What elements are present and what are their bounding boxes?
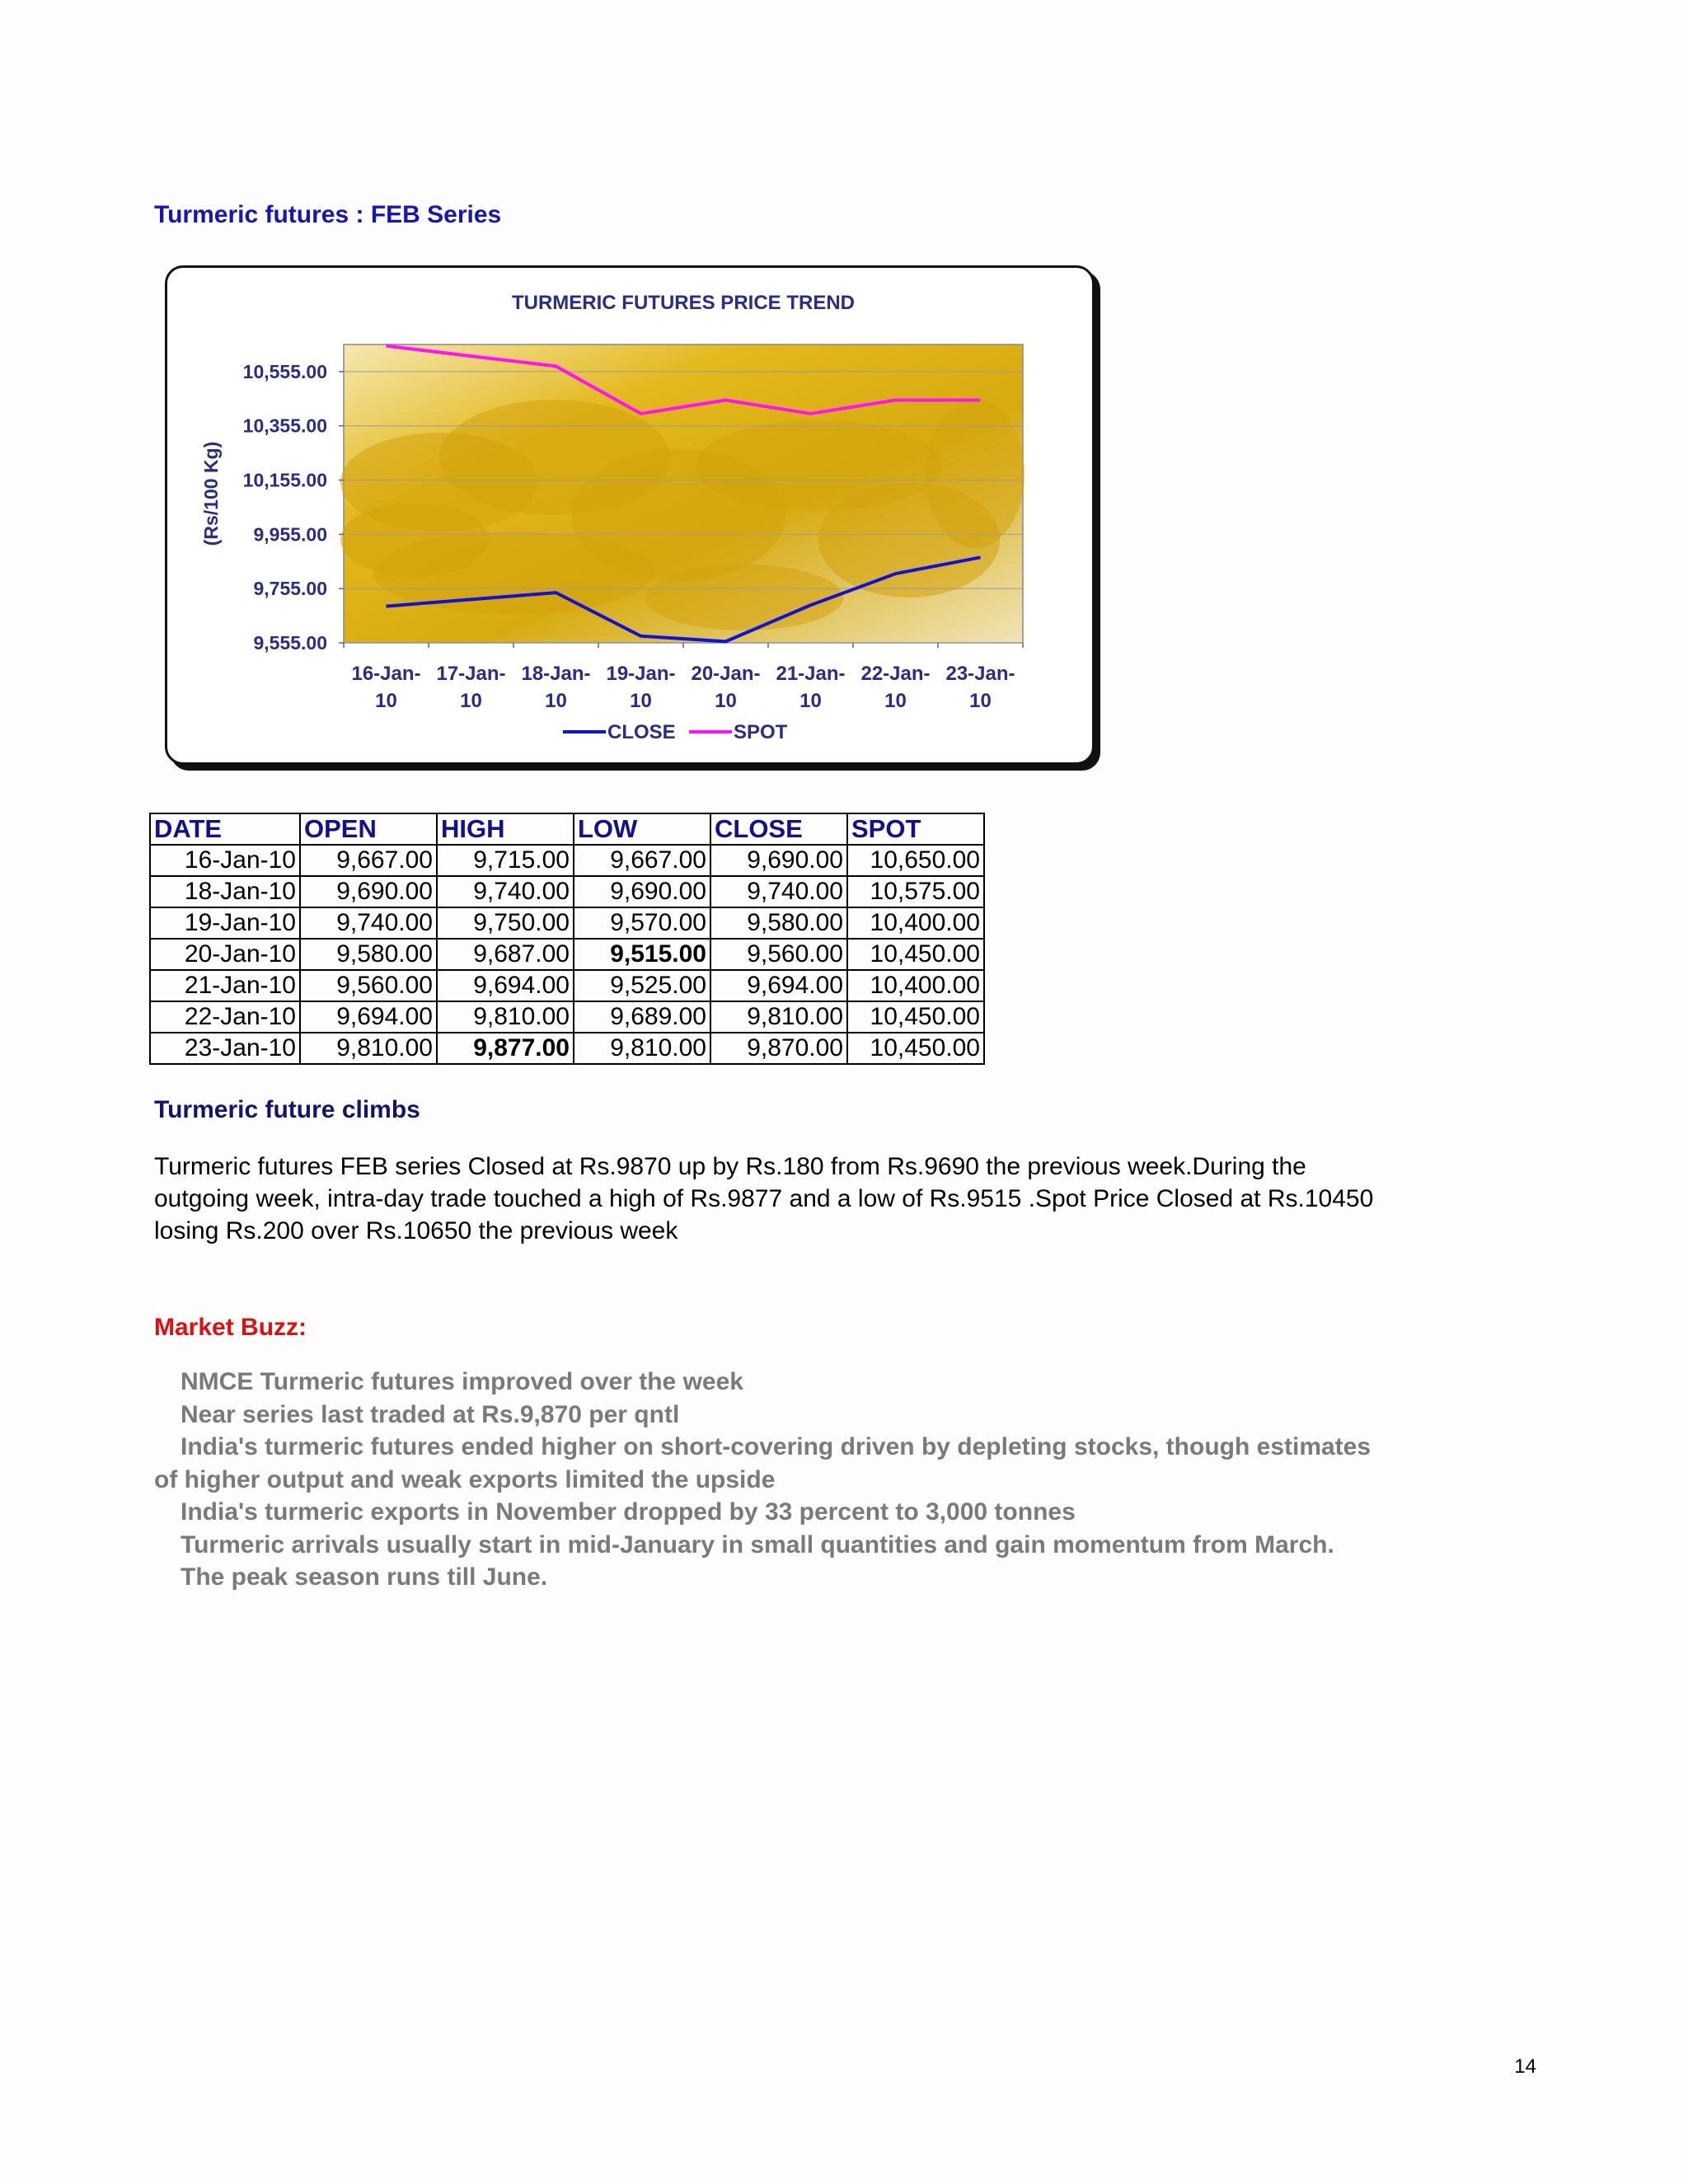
y-tick-label: 10,555.00: [242, 360, 327, 382]
table-cell: 9,694.00: [437, 970, 574, 1001]
column-header: OPEN: [300, 813, 437, 845]
legend-label-spot: SPOT: [734, 721, 788, 743]
buzz-item: The peak season runs till June.: [181, 1563, 548, 1591]
page-number: 14: [1514, 2055, 1536, 2078]
table-row: [150, 907, 984, 939]
table-cell: 9,810.00: [574, 1033, 710, 1064]
table-cell: 16-Jan-10: [150, 845, 300, 876]
column-header: CLOSE: [710, 813, 847, 845]
x-tick-label: 18-Jan-: [521, 663, 591, 685]
x-tick-label: 22-Jan-: [860, 663, 931, 685]
y-tick-label: 9,955.00: [253, 523, 327, 546]
table-row: [150, 1001, 984, 1033]
table-cell: 9,580.00: [300, 939, 437, 970]
table-cell: 9,740.00: [710, 876, 847, 907]
buzz-item: India's turmeric futures ended higher on short-covering driven by depleting stocks, though estimates of higher output and weak exports limited the upside: [154, 1433, 1372, 1493]
table-cell: 9,690.00: [710, 845, 847, 876]
table-row: [150, 1033, 984, 1064]
column-header: HIGH: [437, 813, 574, 845]
y-tick-label: 10,155.00: [242, 469, 327, 491]
column-header: DATE: [150, 813, 300, 845]
table-cell: 9,515.00: [574, 939, 710, 970]
x-tick-label: 21-Jan-: [776, 663, 846, 685]
table-cell: 10,650.00: [847, 845, 984, 876]
table-header-row: [150, 813, 984, 845]
market-buzz-list: [154, 1366, 1374, 1594]
x-tick-label: 10: [460, 690, 482, 712]
table-cell: 9,740.00: [437, 876, 574, 907]
buzz-item: Turmeric arrivals usually start in mid-January in small quantities and gain momentum from March.: [181, 1530, 1334, 1558]
table-cell: 9,810.00: [300, 1033, 437, 1064]
table-row: [150, 845, 984, 876]
table-cell: 9,715.00: [437, 845, 574, 876]
table-row: [150, 970, 984, 1001]
buzz-item: NMCE Turmeric futures improved over the week: [181, 1368, 743, 1395]
table-cell: 10,450.00: [847, 939, 984, 970]
summary-paragraph: Turmeric futures FEB series Closed at Rs.9870 up by Rs.180 from Rs.9690 the previous week.During the outgoing week, intra-day trade touched a high of Rs.9877 and a low of Rs.9515 .Spot Price Closed at Rs.10450 losing Rs.200 over Rs.10650 the previous week: [154, 1153, 1374, 1244]
y-tick-label: 9,755.00: [253, 578, 327, 600]
turmeric-shape: [340, 503, 489, 577]
table-cell: 9,877.00: [437, 1033, 574, 1064]
buzz-item: India's turmeric exports in November dropped by 33 percent to 3,000 tonnes: [181, 1498, 1076, 1526]
table-cell: 9,687.00: [437, 939, 574, 970]
table-cell: 19-Jan-10: [150, 907, 300, 939]
table-cell: 9,870.00: [710, 1033, 847, 1064]
table-cell: 9,667.00: [574, 845, 710, 876]
table-cell: 23-Jan-10: [150, 1033, 300, 1064]
table-cell: 9,580.00: [710, 907, 847, 939]
table-cell: 18-Jan-10: [150, 876, 300, 907]
y-tick-label: 9,555.00: [253, 632, 327, 654]
y-axis-label: (Rs/100 Kg): [200, 441, 222, 546]
column-header: LOW: [574, 813, 710, 845]
table-row: [150, 876, 984, 907]
x-tick-label: 17-Jan-: [436, 663, 506, 685]
x-tick-label: 10: [375, 690, 397, 712]
table-cell: 9,560.00: [710, 939, 847, 970]
price-table: [149, 813, 985, 1065]
y-tick-label: 10,355.00: [242, 415, 327, 437]
x-tick-label: 10: [884, 690, 907, 712]
table-cell: 9,810.00: [437, 1001, 574, 1033]
x-tick-label: 10: [715, 690, 737, 712]
table-cell: 9,740.00: [300, 907, 437, 939]
table-cell: 9,750.00: [437, 907, 574, 939]
table-cell: 10,400.00: [847, 970, 984, 1001]
table-cell: 9,690.00: [574, 876, 710, 907]
legend-label-close: CLOSE: [607, 721, 676, 743]
x-tick-label: 20-Jan-: [691, 663, 761, 685]
table-cell: 9,810.00: [710, 1001, 847, 1033]
table-body: [150, 845, 984, 1064]
x-tick-label: 16-Jan-: [351, 663, 421, 685]
x-tick-label: 10: [545, 690, 567, 712]
table-cell: 20-Jan-10: [150, 939, 300, 970]
section-title: Turmeric futures : FEB Series: [154, 201, 502, 228]
chart-title: TURMERIC FUTURES PRICE TREND: [511, 292, 856, 314]
table-cell: 9,690.00: [300, 876, 437, 907]
turmeric-shape: [926, 400, 1025, 548]
buzz-item: Near series last traded at Rs.9,870 per qntl: [181, 1400, 680, 1428]
x-tick-label: 19-Jan-: [606, 663, 676, 685]
table-cell: 10,575.00: [847, 876, 984, 907]
table-cell: 21-Jan-10: [150, 970, 300, 1001]
x-tick-label: 10: [799, 690, 822, 712]
table-cell: 9,667.00: [300, 845, 437, 876]
summary-title: Turmeric future climbs: [154, 1096, 420, 1123]
table-cell: 10,450.00: [847, 1001, 984, 1033]
table-cell: 9,560.00: [300, 970, 437, 1001]
table-row: [150, 939, 984, 970]
table-cell: 22-Jan-10: [150, 1001, 300, 1033]
table-cell: 10,400.00: [847, 907, 984, 939]
column-header: SPOT: [847, 813, 984, 845]
table-cell: 9,570.00: [574, 907, 710, 939]
x-tick-label: 10: [969, 690, 992, 712]
table-cell: 9,694.00: [710, 970, 847, 1001]
x-tick-label: 10: [630, 690, 652, 712]
market-buzz-title: Market Buzz:: [154, 1314, 307, 1341]
turmeric-shape: [645, 565, 843, 630]
table-cell: 10,450.00: [847, 1033, 984, 1064]
table-cell: 9,525.00: [574, 970, 710, 1001]
table-cell: 9,689.00: [574, 1001, 710, 1033]
chart-canvas: [167, 268, 1097, 767]
table-cell: 9,694.00: [300, 1001, 437, 1033]
x-tick-label: 23-Jan-: [945, 663, 1015, 685]
price-trend-chart: [165, 265, 1095, 765]
